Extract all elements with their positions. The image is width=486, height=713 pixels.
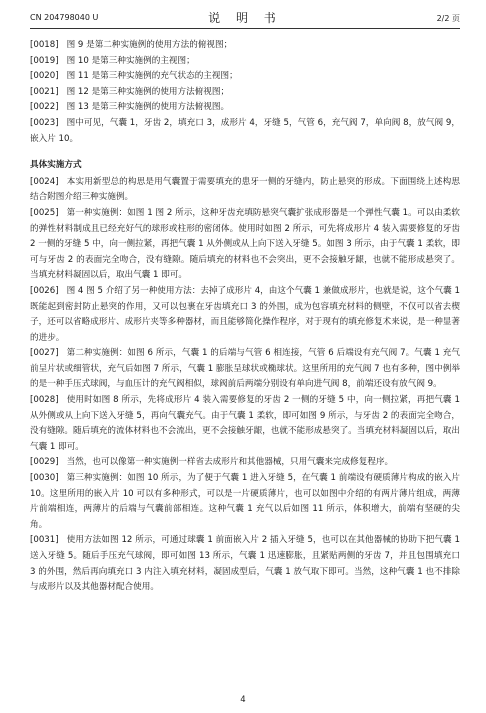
paragraph-number: [0022] [30,102,59,113]
list-item [30,69,460,85]
paragraph-text: 图 4 图 5 介绍了另一种使用方法：去掉了成形片 4，由这个气囊 1 兼做成形片，也就是说，这个气囊 1 既能起到密封防止悬突的作用，又可以包裹在牙齿填充口 3 的外围，成为包容填充材料的侧壁，不仅可以省去楔子，还可以省略成形片、成形片夹等多种器材，而且能够简化操作程序，对于现有的填充修复术来说，是一种显著的进步。 [30,285,460,343]
paragraph-number: [0025] [30,207,59,218]
paragraph-text: 使用方法如图 12 所示，可通过球囊 1 前面嵌入片 2 插入牙缝 5，也可以在其他器械的协助下把气囊 1 送入牙缝 5。随后手压充气球阀，即可如图 13 所示，气囊 1 迅速膨胀，且紧贴两侧的牙齿 7，并且包围填充口 3 的外围，然后再向填充口 3 内注入填充材料，凝固成型后，气囊 1 放气取下即可。当然，这种气囊 1 也不排除与成形片以及其他器材配合使用。 [30,535,460,593]
paragraph [30,284,460,346]
paragraph [30,533,460,595]
paragraph-number: [0023] [30,117,59,128]
paragraph [30,206,460,284]
embodiment-paragraphs [30,175,460,596]
paragraph-number: [0028] [30,395,59,406]
patent-number: CN 204798040 U [30,13,99,22]
list-item [30,116,460,147]
paragraph-text: 图中可见，气囊 1，牙齿 2，填充口 3，成形片 4，牙缝 5，气管 6，充气阀 7，单向阀 8，放气阀 9，嵌入片 10。 [30,117,460,144]
paragraph-number: [0031] [30,535,59,546]
paragraph-number: [0018] [30,40,59,50]
list-item [30,100,460,116]
paragraph-number: [0019] [30,55,59,66]
paragraph [30,455,460,471]
paragraph-number: [0024] [30,176,59,187]
paragraph-text: 图 9 是第二种实施例的使用方法的俯视图； [66,40,233,50]
paragraph-number: [0030] [30,473,59,484]
paragraph-number: [0026] [30,285,59,296]
document-body [30,38,460,596]
page-number: 4 [240,695,246,705]
paragraph-text: 当然，也可以像第一种实施例一样省去成形片和其他器械，只用气囊来完成修复程序。 [66,457,394,468]
paragraph-text: 图 12 是第三种实施例的使用方法俯视图； [66,86,230,97]
paragraph-text: 图 13 是第三种实施例的使用方法俯视图。 [66,102,230,113]
paragraph [30,393,460,455]
list-item [30,85,460,101]
page-header [30,8,460,29]
paragraph [30,346,460,393]
section-title: 具体实施方式 [30,160,82,171]
paragraph-number: [0029] [30,457,59,468]
paragraph-text: 图 11 是第三种实施例的充气状态的主视图； [66,71,238,82]
paragraph-text: 本实用新型总的构思是用气囊置于需要填充的患牙一侧的牙缝内，防止悬突的形成。下面围绕上述构思结合附图介绍三种实施例。 [30,176,460,203]
paragraph [30,471,460,533]
paragraph-number: [0020] [30,71,59,82]
paragraph-number: [0021] [30,86,59,97]
page-indicator: 2/2 页 [436,14,460,23]
figure-list [30,38,460,147]
paragraph-text: 第二种实施例：如图 6 所示，气囊 1 的后端与气管 6 相连接，气管 6 后端设有充气阀 7。气囊 1 充气前呈片状或细管状，充气后如图 7 所示，气囊 1 膨胀呈球状或椭球状。这里所用的充气阀 7 也有多种，图中例举的是一种手压式球阀，与血压计的充气阀相似，球阀前后两端分别设有单向进气阀 8，前端还设有放气阀 9。 [30,348,460,390]
paragraph-text: 图 10 是第三种实施例的主视图； [66,55,195,66]
list-item [30,38,460,54]
paragraph-text: 使用时如图 8 所示，先将成形片 4 装入需要修复的牙齿 2 一侧的牙缝 5 中，向一侧拉紧，再把气囊 1 从外侧或从上向下送入牙缝 5，再向气囊充气。由于气囊 1 柔软，即可如图 9 所示，与牙齿 2 的表面完全吻合，没有缝隙。随后填充的流体材料也不会流出，更不会接触牙龈，也就不能形成悬突了。当填充材料凝固以后，取出气囊 1 即可。 [30,395,460,452]
paragraph [30,175,460,206]
paragraph-number: [0027] [30,348,59,359]
paragraph-text: 第三种实施例：如图 10 所示，为了便于气囊 1 进入牙缝 5，在气囊 1 前端设有硬质薄片构成的嵌入片 10。这里所用的嵌入片 10 可以有多种形式，可以是一片硬质薄片，也可以如图中介绍的有两片薄片组成，两薄片前端相连，两薄片的后端与气囊前部相连。这种气囊 1 充气以后如图 11 所示，体积增大，前端有坚硬的尖角。 [30,473,460,530]
list-item [30,54,460,70]
paragraph-text: 第一种实施例：如图 1 图 2 所示，这种牙齿充填防悬突气囊扩张成形器是一个弹性气囊 1。可以由柔软的弹性材料制成且已经充好气的球形或柱形的密闭体。使用时如图 2 所示，可先将成形片 4 装入需要修复的牙齿 2 一侧的牙缝 5 中，向一侧拉紧，再把气囊 1 从外侧或从上向下送入牙缝 5。如图 3 所示，由于气囊 1 柔软，即可与牙齿 2 的表面完全吻合，没有缝隙。随后填充的材料也不会突出，更不会接触牙龈，也就不能形成悬突了。当填充材料凝固以后，取出气囊 1 即可。 [30,207,460,281]
document-title: 说 明 书 [208,11,282,25]
